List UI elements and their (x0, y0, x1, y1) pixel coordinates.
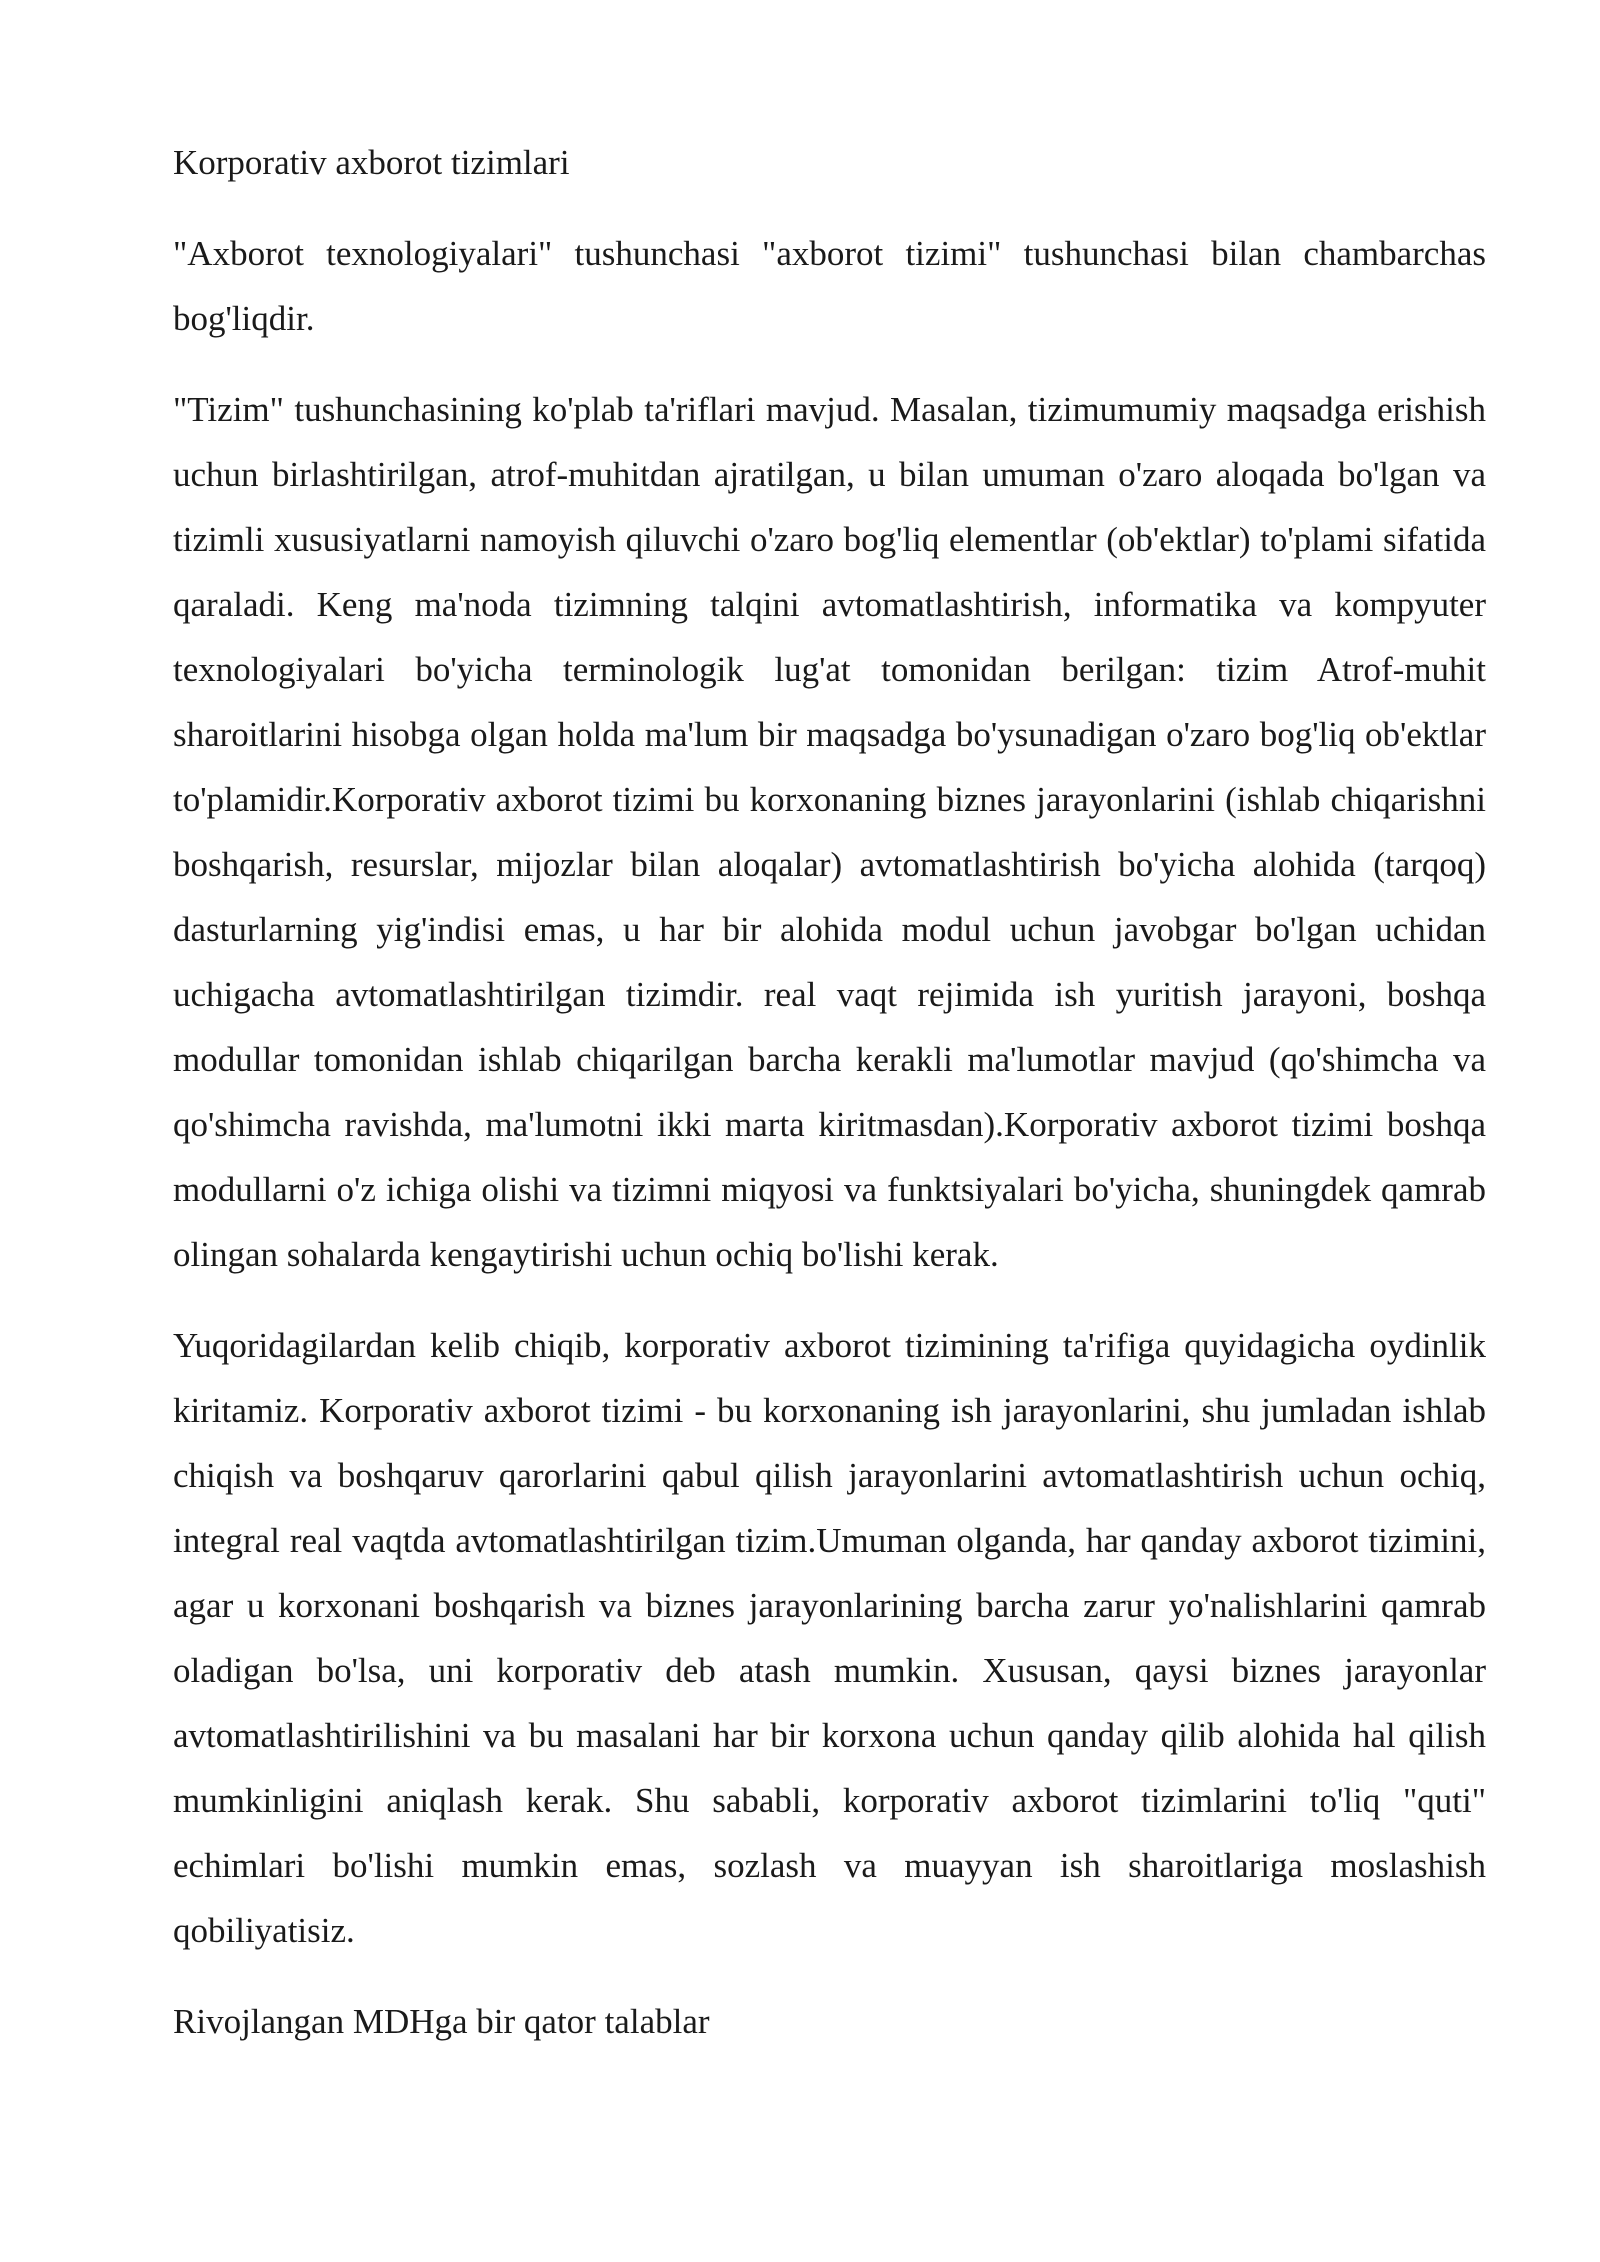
closing-heading: Rivojlangan MDHga bir qator talablar (173, 2002, 710, 2041)
document-body (173, 130, 1486, 2080)
document-title: Korporativ axborot tizimlari (173, 143, 570, 182)
paragraph-1: "Axborot texnologiyalari" tushunchasi "axborot tizimi" tushunchasi bilan chambarchas bog'liqdir. (173, 234, 1486, 338)
paragraph-2: "Tizim" tushunchasining ko'plab ta'riflari mavjud. Masalan, tizimumumiy maqsadga erishish uchun birlashtirilgan, atrof-muhitdan ajratilgan, u bilan umuman o'zaro aloqada bo'lgan va tizimli xususiyatlarni namoyish qiluvchi o'zaro bog'liq elementlar (ob'ektlar) to'plami sifatida qaraladi. Keng ma'noda tizimning talqini avtomatlashtirish, informatika va kompyuter texnologiyalari bo'yicha terminologik lug'at tomonidan berilgan: tizim Atrof-muhit sharoitlarini hisobga olgan holda ma'lum bir maqsadga bo'ysunadigan o'zaro bog'liq ob'ektlar to'plamidir.Korporativ axborot tizimi bu korxonaning biznes jarayonlarini (ishlab chiqarishni boshqarish, resurslar, mijozlar bilan aloqalar) avtomatlashtirish bo'yicha alohida (tarqoq) dasturlarning yig'indisi emas, u har bir alohida modul uchun javobgar bo'lgan uchidan uchigacha avtomatlashtirilgan tizimdir. real vaqt rejimida ish yuritish jarayoni, boshqa modullar tomonidan ishlab chiqarilgan barcha kerakli ma'lumotlar mavjud (qo'shimcha va qo'shimcha ravishda, ma'lumotni ikki marta kiritmasdan).Korporativ axborot tizimi boshqa modullarni o'z ichiga olishi va tizimni miqyosi va funktsiyalari bo'yicha, shuningdek qamrab olingan sohalarda kengaytirishi uchun ochiq bo'lishi kerak. (173, 390, 1486, 1274)
paragraph-3: Yuqoridagilardan kelib chiqib, korporativ axborot tizimining ta'rifiga quyidagicha oydinlik kiritamiz. Korporativ axborot tizimi - bu korxonaning ish jarayonlarini, shu jumladan ishlab chiqish va boshqaruv qarorlarini qabul qilish jarayonlarini avtomatlashtirish uchun ochiq, integral real vaqtda avtomatlashtirilgan tizim.Umuman olganda, har qanday axborot tizimini, agar u korxonani boshqarish va biznes jarayonlarining barcha zarur yo'nalishlarini qamrab oladigan bo'lsa, uni korporativ deb atash mumkin. Xususan, qaysi biznes jarayonlar avtomatlashtirilishini va bu masalani har bir korxona uchun qanday qilib alohida hal qilish mumkinligini aniqlash kerak. Shu sababli, korporativ axborot tizimlarini to'liq "quti" echimlari bo'lishi mumkin emas, sozlash va muayyan ish sharoitlariga moslashish qobiliyatisiz. (173, 1326, 1486, 1950)
